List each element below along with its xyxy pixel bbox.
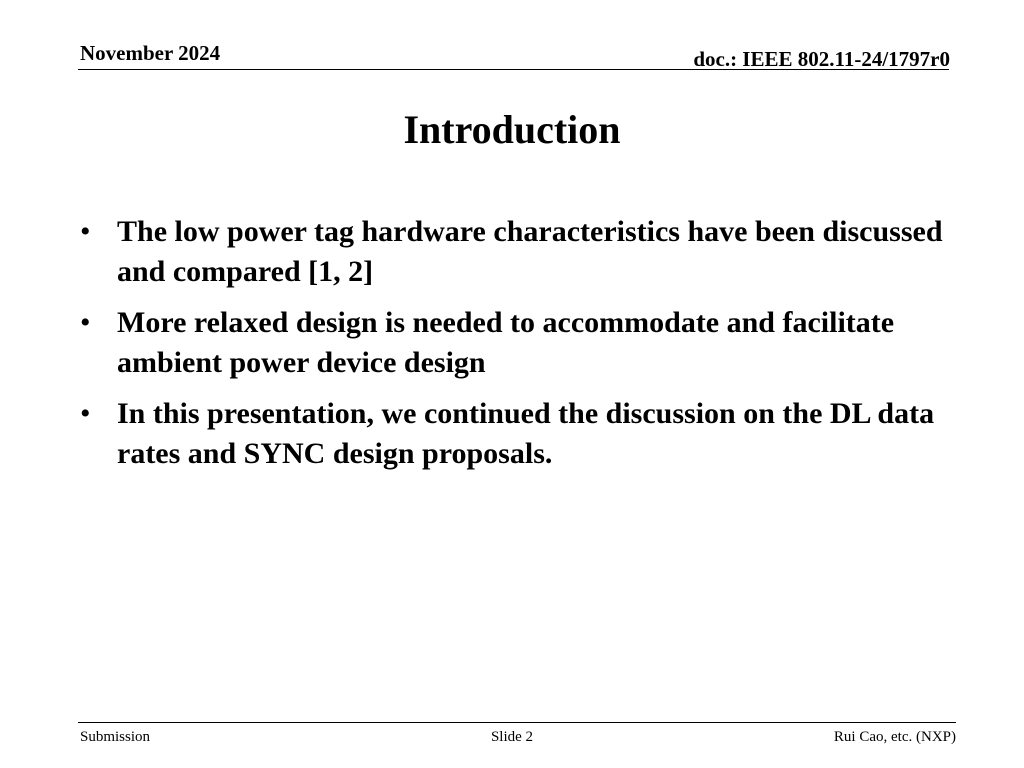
bullet-item <box>80 394 990 474</box>
bullet-icon: • <box>80 397 91 430</box>
bullet-icon: • <box>80 215 91 248</box>
bullet-text: More relaxed design is needed to accommodate and facilitate ambient power device design <box>117 306 895 379</box>
slide-title: Introduction <box>403 107 621 152</box>
header-divider <box>78 69 949 70</box>
bullet-icon: • <box>80 306 91 339</box>
header-date: November 2024 <box>80 41 221 65</box>
footer-slide-number: Slide 2 <box>490 729 534 745</box>
header-document-id: doc.: IEEE 802.11-24/1797r0 <box>693 47 950 71</box>
bullet-text: The low power tag hardware characteristics have been discussed and compared [1, 2] <box>117 215 943 288</box>
bullet-item <box>80 303 990 383</box>
footer-author: Rui Cao, etc. (NXP) <box>833 729 956 745</box>
footer-divider <box>78 722 956 723</box>
bullet-item <box>80 212 990 292</box>
footer-submission: Submission <box>80 729 151 745</box>
bullet-text: In this presentation, we continued the discussion on the DL data rates and SYNC design proposals. <box>117 397 935 470</box>
bullet-list <box>80 212 990 485</box>
